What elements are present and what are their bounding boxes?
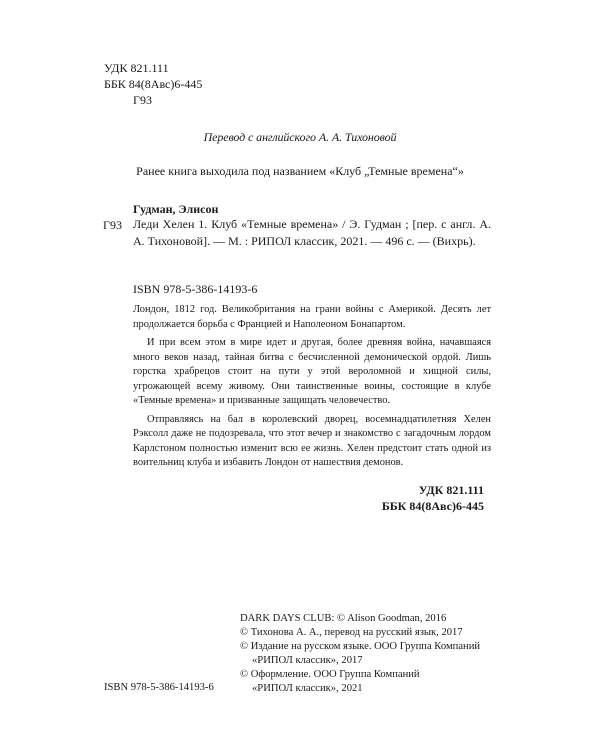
copyright-original: DARK DAYS CLUB: © Alison Goodman, 2016 — [240, 613, 447, 624]
bibliographic-author-sign: Г93 — [103, 218, 122, 232]
classification-codes — [104, 60, 202, 108]
bottom-bbk-code: ББК 84(8Авс)6-445 — [381, 499, 484, 513]
bottom-classification-codes — [382, 482, 484, 514]
copyright-design-cont: «РИПОЛ классик», 2021 — [252, 683, 363, 694]
annotation — [133, 303, 491, 471]
bibliographic-description: Леди Хелен 1. Клуб «Темные времена» / Э. Гудман ; [пер. с англ. А. А. Тихоновой]. — М. : РИПОЛ классик, 2021. — 496 с. — (Вихрь). — [133, 217, 491, 248]
bibliographic-isbn: ISBN 978-5-386-14193-6 — [133, 282, 258, 296]
isbn-bottom: ISBN 978-5-386-14193-6 — [104, 682, 214, 693]
copyright-translation: © Тихонова А. А., перевод на русский язык, 2017 — [240, 627, 463, 638]
author-sign: Г93 — [133, 93, 152, 107]
previous-title-note: Ранее книга выходила под названием «Клуб „Темные времена“» — [136, 164, 464, 178]
copyright-edition: © Издание на русском языке. ООО Группа Компаний — [240, 641, 481, 652]
translator-credit: Перевод с английского А. А. Тихоновой — [203, 130, 397, 144]
copyright-block — [240, 612, 480, 696]
copyright-edition-cont: «РИПОЛ классик», 2017 — [252, 655, 363, 666]
bibliographic-author-name: Гудман, Элисон — [133, 202, 219, 216]
bottom-udk-code: УДК 821.111 — [418, 483, 484, 497]
udk-code: УДК 821.111 — [104, 61, 169, 75]
copyright-design: © Оформление. ООО Группа Компаний — [240, 669, 420, 680]
annotation-paragraph: Отправляясь на бал в королевский дворец, восемнадцатилетняя Хелен Рэксолл даже не подозревала, что этот вечер и знакомство с загадочным лордом Карлстоном полностью изменит всю ее жизнь. Хелен предстоит стать одной из воительниц клуба и избавить Лондон от нашествия демонов. — [133, 413, 491, 468]
annotation-paragraph: И при всем этом в мире идет и другая, более древняя война, начавшаяся много веков назад, тайная битва с бесчисленной демонической ордой. Лишь горстка храбрецов стоит на пути у этой вероломной и хищной силы, угрожающей всему живому. Они таинственные воины, состоящие в клубе «Темные времена» и призванные защищать человечество. — [133, 337, 491, 406]
bbk-code: ББК 84(8Авс)6-445 — [104, 77, 203, 91]
annotation-paragraph: Лондон, 1812 год. Великобритания на грани войны с Америкой. Десять лет продолжается борьба с Францией и Наполеоном Бонапартом. — [133, 304, 491, 330]
